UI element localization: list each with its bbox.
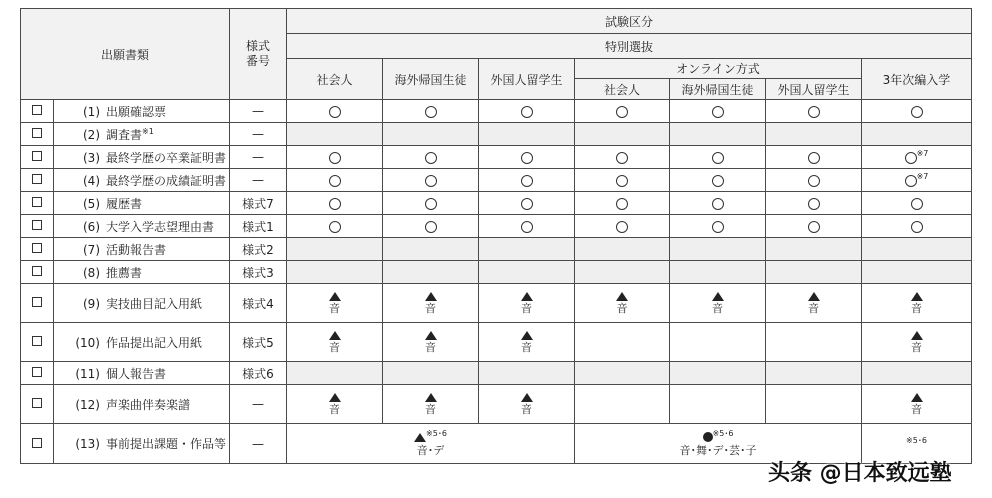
checkbox[interactable] bbox=[32, 128, 42, 138]
row-name: 出願確認票 bbox=[106, 104, 167, 119]
checkbox[interactable] bbox=[32, 398, 42, 408]
circle-mark bbox=[425, 175, 437, 187]
circle-mark bbox=[712, 152, 724, 164]
circle-mark bbox=[521, 198, 533, 210]
row-name: 作品提出記入用紙 bbox=[106, 335, 203, 350]
row-number: (12) bbox=[75, 397, 100, 412]
triangle-mark bbox=[414, 433, 426, 442]
online-header: オンライン方式 bbox=[575, 59, 862, 79]
mark-label: 音 bbox=[616, 301, 628, 315]
circle-mark bbox=[521, 152, 533, 164]
checkbox[interactable] bbox=[32, 266, 42, 276]
mark-label: 音 bbox=[521, 340, 532, 354]
triangle-mark bbox=[521, 292, 533, 301]
row-number: (3) bbox=[83, 150, 100, 165]
row-name: 最終学歴の卒業証明書 bbox=[106, 150, 227, 165]
table-row bbox=[21, 169, 972, 192]
circle-mark bbox=[329, 152, 341, 164]
row-name: 声楽曲伴奏楽譜 bbox=[106, 397, 191, 412]
table-row bbox=[21, 362, 972, 385]
triangle-mark bbox=[911, 292, 923, 301]
row-number: (9) bbox=[83, 296, 100, 311]
form-no: 様式4 bbox=[230, 284, 287, 323]
circle-mark bbox=[808, 221, 820, 233]
form-no: 様式2 bbox=[230, 238, 287, 261]
mark-label: 音 bbox=[425, 301, 436, 315]
circle-mark bbox=[808, 106, 820, 118]
col-kaigai: 海外帰国生徒 bbox=[383, 59, 479, 100]
circle-mark bbox=[712, 106, 724, 118]
table-row bbox=[21, 100, 972, 123]
circle-mark bbox=[808, 175, 820, 187]
form-no: — bbox=[230, 424, 287, 464]
footnote-mark: ※1 bbox=[142, 126, 154, 136]
table-row bbox=[21, 261, 972, 284]
checkbox[interactable] bbox=[32, 243, 42, 253]
circle-mark bbox=[425, 221, 437, 233]
checkbox[interactable] bbox=[32, 367, 42, 377]
circle-mark bbox=[616, 221, 628, 233]
row-number: (11) bbox=[75, 366, 100, 381]
col-third-year: 3年次編入学 bbox=[862, 59, 972, 100]
col-shakaijin: 社会人 bbox=[287, 59, 383, 100]
circle-mark bbox=[521, 175, 533, 187]
form-no: — bbox=[230, 123, 287, 146]
circle-mark bbox=[712, 221, 724, 233]
checkbox[interactable] bbox=[32, 105, 42, 115]
mark-label: 音 bbox=[808, 301, 819, 315]
table-row bbox=[21, 323, 972, 362]
table-row bbox=[21, 284, 972, 323]
circle-mark bbox=[329, 221, 341, 233]
form-no: — bbox=[230, 385, 287, 424]
table-row bbox=[21, 123, 972, 146]
checkbox[interactable] bbox=[32, 197, 42, 207]
mark-label: 音･舞･デ･芸･子 bbox=[679, 443, 757, 457]
footnote-mark: ※5･6 bbox=[426, 428, 447, 438]
col-gaikoku: 外国人留学生 bbox=[479, 59, 575, 100]
checkbox[interactable] bbox=[32, 174, 42, 184]
triangle-mark bbox=[329, 292, 341, 301]
exam-category-header: 試験区分 bbox=[287, 9, 972, 34]
table-row bbox=[21, 385, 972, 424]
row-name: 履歴書 bbox=[106, 196, 143, 211]
circle-mark bbox=[905, 175, 917, 187]
circle-mark bbox=[616, 198, 628, 210]
row-number: (1) bbox=[83, 104, 100, 119]
footnote-mark: ※7 bbox=[916, 149, 929, 158]
row-name: 最終学歴の成績証明書 bbox=[106, 173, 227, 188]
mark-label: 音 bbox=[329, 301, 340, 315]
circle-mark bbox=[616, 175, 628, 187]
doc-type-header: 出願書類 bbox=[21, 9, 230, 100]
triangle-mark bbox=[329, 331, 341, 340]
triangle-mark bbox=[521, 331, 533, 340]
triangle-mark bbox=[616, 292, 628, 301]
form-no-header bbox=[230, 9, 287, 100]
row-number: (10) bbox=[75, 335, 100, 350]
circle-mark bbox=[521, 106, 533, 118]
table-row bbox=[21, 215, 972, 238]
checkbox[interactable] bbox=[32, 151, 42, 161]
form-no: — bbox=[230, 100, 287, 123]
mark-label: 音･デ bbox=[416, 443, 445, 457]
row-name: 個人報告書 bbox=[106, 366, 167, 381]
form-no: 様式5 bbox=[230, 323, 287, 362]
row-name: 調査書 bbox=[106, 127, 143, 142]
row-name: 事前提出課題・作品等 bbox=[106, 437, 227, 451]
circle-mark bbox=[329, 198, 341, 210]
footnote-mark: ※7 bbox=[916, 172, 929, 181]
row-number: (6) bbox=[83, 219, 100, 234]
mark-label: 音 bbox=[712, 301, 723, 315]
circle-mark bbox=[712, 198, 724, 210]
form-no: 様式3 bbox=[230, 261, 287, 284]
mark-label: 音 bbox=[521, 402, 532, 416]
row-number: (7) bbox=[83, 242, 100, 257]
col-online-kaigai: 海外帰国生徒 bbox=[670, 79, 766, 100]
triangle-mark bbox=[808, 292, 820, 301]
form-no: — bbox=[230, 146, 287, 169]
row-name: 実技曲目記入用紙 bbox=[106, 296, 203, 311]
mark-label: 音 bbox=[425, 402, 436, 416]
row-number: (13) bbox=[75, 437, 100, 451]
triangle-mark bbox=[911, 393, 923, 402]
application-documents-table bbox=[20, 8, 972, 464]
form-no: 様式6 bbox=[230, 362, 287, 385]
circle-mark bbox=[905, 152, 917, 164]
circle-mark bbox=[616, 106, 628, 118]
mark-label: 音 bbox=[329, 402, 340, 416]
watermark: 头条 @日本致远塾 bbox=[768, 461, 952, 486]
table-row bbox=[21, 192, 972, 215]
row-number: (8) bbox=[83, 265, 100, 280]
footnote-mark: ※5･6 bbox=[712, 428, 734, 438]
triangle-mark bbox=[425, 331, 437, 340]
table-row bbox=[21, 238, 972, 261]
row-name: 活動報告書 bbox=[106, 242, 167, 257]
circle-mark bbox=[911, 198, 923, 210]
row-name: 大学入学志望理由書 bbox=[106, 219, 215, 234]
row-number: (4) bbox=[83, 173, 100, 188]
row-number: (2) bbox=[83, 127, 100, 142]
checkbox[interactable] bbox=[32, 336, 42, 346]
circle-mark bbox=[712, 175, 724, 187]
triangle-mark bbox=[425, 292, 437, 301]
form-no-label: 様式 番号 bbox=[245, 39, 270, 68]
circle-mark bbox=[911, 106, 923, 118]
circle-mark bbox=[616, 152, 628, 164]
circle-mark bbox=[425, 152, 437, 164]
row-number: (5) bbox=[83, 196, 100, 211]
triangle-mark bbox=[712, 292, 724, 301]
circle-mark bbox=[808, 198, 820, 210]
special-selection-header: 特別選抜 bbox=[287, 34, 972, 59]
col-online-gaikoku: 外国人留学生 bbox=[766, 79, 862, 100]
form-no: 様式7 bbox=[230, 192, 287, 215]
mark-label: 音 bbox=[329, 340, 340, 354]
mark-label: 音 bbox=[911, 301, 922, 315]
circle-mark bbox=[911, 221, 923, 233]
filled-circle-mark bbox=[703, 432, 713, 442]
triangle-mark bbox=[425, 393, 437, 402]
circle-mark bbox=[808, 152, 820, 164]
checkbox[interactable] bbox=[32, 438, 42, 448]
triangle-mark bbox=[329, 393, 341, 402]
triangle-mark bbox=[521, 393, 533, 402]
circle-mark bbox=[329, 175, 341, 187]
row-name: 推薦書 bbox=[106, 265, 143, 280]
circle-mark bbox=[425, 106, 437, 118]
mark-label: 音 bbox=[911, 402, 922, 416]
form-no: — bbox=[230, 169, 287, 192]
col-online-shakaijin: 社会人 bbox=[575, 79, 670, 100]
table-row bbox=[21, 146, 972, 169]
form-no: 様式1 bbox=[230, 215, 287, 238]
circle-mark bbox=[521, 221, 533, 233]
mark-label: 音 bbox=[911, 340, 922, 354]
circle-mark bbox=[425, 198, 437, 210]
footnote-mark: ※5･6 bbox=[906, 435, 927, 445]
mark-label: 音 bbox=[425, 340, 436, 354]
checkbox[interactable] bbox=[32, 220, 42, 230]
mark-label: 音 bbox=[521, 301, 532, 315]
checkbox[interactable] bbox=[32, 297, 42, 307]
triangle-mark bbox=[911, 331, 923, 340]
circle-mark bbox=[329, 106, 341, 118]
